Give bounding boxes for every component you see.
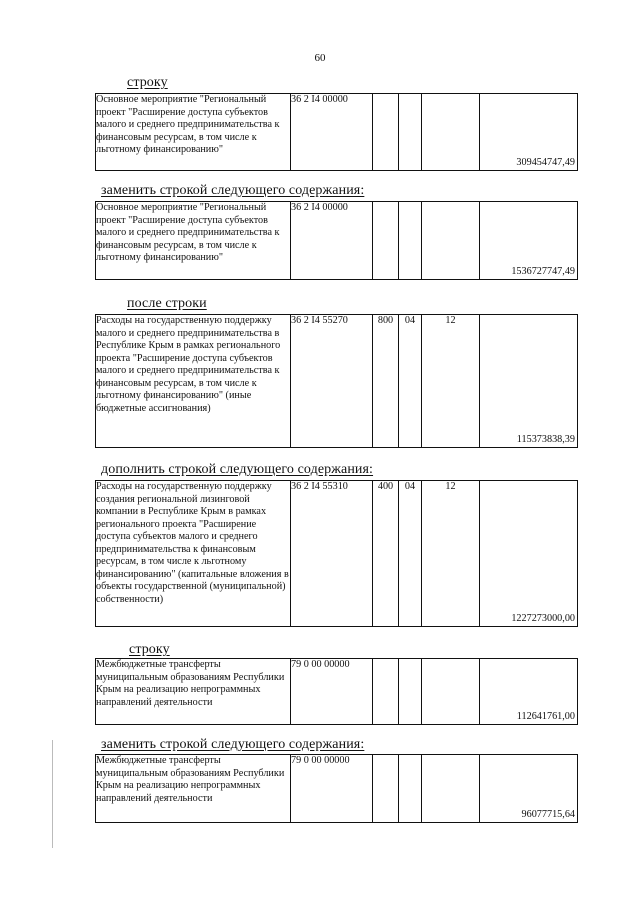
- row-amount: 1536727747,49: [480, 202, 578, 280]
- row-pr: [422, 755, 480, 823]
- budget-table: [95, 93, 578, 171]
- row-amount: 112641761,00: [480, 659, 578, 725]
- block-heading: строку: [129, 642, 170, 657]
- row-pr: 12: [422, 315, 480, 448]
- row-amount: 309454747,49: [480, 94, 578, 171]
- row-rz: [399, 202, 422, 280]
- table-row: [96, 659, 578, 725]
- row-rz: [399, 755, 422, 823]
- row-pr: [422, 202, 480, 280]
- row-description: Межбюджетные трансферты муниципальным образованиям Республики Крым на реализацию непрограммных направлений деятельности: [96, 659, 291, 725]
- row-vr: [373, 659, 399, 725]
- table-row: [96, 755, 578, 823]
- row-description: Основное мероприятие "Региональный проект "Расширение доступа субъектов малого и среднего предпринимательства к финансовым ресурсам, в том числе к льготному финансированию": [96, 94, 291, 171]
- budget-table: [95, 754, 578, 823]
- row-rz: 04: [399, 315, 422, 448]
- row-code: 36 2 I4 00000: [291, 202, 373, 280]
- row-amount: 115373838,39: [480, 315, 578, 448]
- row-vr: [373, 202, 399, 280]
- row-amount: 96077715,64: [480, 755, 578, 823]
- row-pr: [422, 659, 480, 725]
- scan-margin-line: [52, 740, 53, 848]
- block-heading: после строки: [127, 296, 207, 311]
- block-heading: строку: [127, 75, 168, 90]
- row-description: Основное мероприятие "Региональный проект "Расширение доступа субъектов малого и среднего предпринимательства к финансовым ресурсам, в том числе к льготному финансированию": [96, 202, 291, 280]
- row-amount: 1227273000,00: [480, 481, 578, 627]
- budget-table: [95, 314, 578, 448]
- table-row: [96, 94, 578, 171]
- block-heading: заменить строкой следующего содержания:: [101, 737, 365, 752]
- block-heading: дополнить строкой следующего содержания:: [101, 462, 374, 477]
- budget-table: [95, 480, 578, 627]
- table-row: [96, 481, 578, 627]
- row-pr: [422, 94, 480, 171]
- row-code: 36 2 I4 55310: [291, 481, 373, 627]
- row-vr: 800: [373, 315, 399, 448]
- row-description: Межбюджетные трансферты муниципальным образованиям Республики Крым на реализацию непрограммных направлений деятельности: [96, 755, 291, 823]
- row-description: Расходы на государственную поддержку создания региональной лизинговой компании в Республике Крым в рамках регионального проекта "Расширение доступа субъектов малого и среднего предпринимательства к финансовым ресурсам, в том числе к льготному финансированию" (капитальные вложения в объекты государственной (муниципальной) собственности): [96, 481, 291, 627]
- row-rz: [399, 659, 422, 725]
- table-row: [96, 202, 578, 280]
- row-code: 36 2 I4 55270: [291, 315, 373, 448]
- row-code: 36 2 I4 00000: [291, 94, 373, 171]
- row-rz: [399, 94, 422, 171]
- row-rz: 04: [399, 481, 422, 627]
- row-vr: [373, 94, 399, 171]
- row-vr: [373, 755, 399, 823]
- row-code: 79 0 00 00000: [291, 659, 373, 725]
- budget-table: [95, 658, 578, 725]
- row-description: Расходы на государственную поддержку малого и среднего предпринимательства в Республике Крым в рамках регионального проекта "Расширение доступа субъектов малого и среднего предпринимательства к финансовым ресурсам, в том числе к льготному финансированию" (иные бюджетные ассигнования): [96, 315, 291, 448]
- block-heading: заменить строкой следующего содержания:: [101, 183, 365, 198]
- table-row: [96, 315, 578, 448]
- budget-table: [95, 201, 578, 280]
- row-vr: 400: [373, 481, 399, 627]
- row-code: 79 0 00 00000: [291, 755, 373, 823]
- row-pr: 12: [422, 481, 480, 627]
- page-number: 60: [314, 52, 326, 64]
